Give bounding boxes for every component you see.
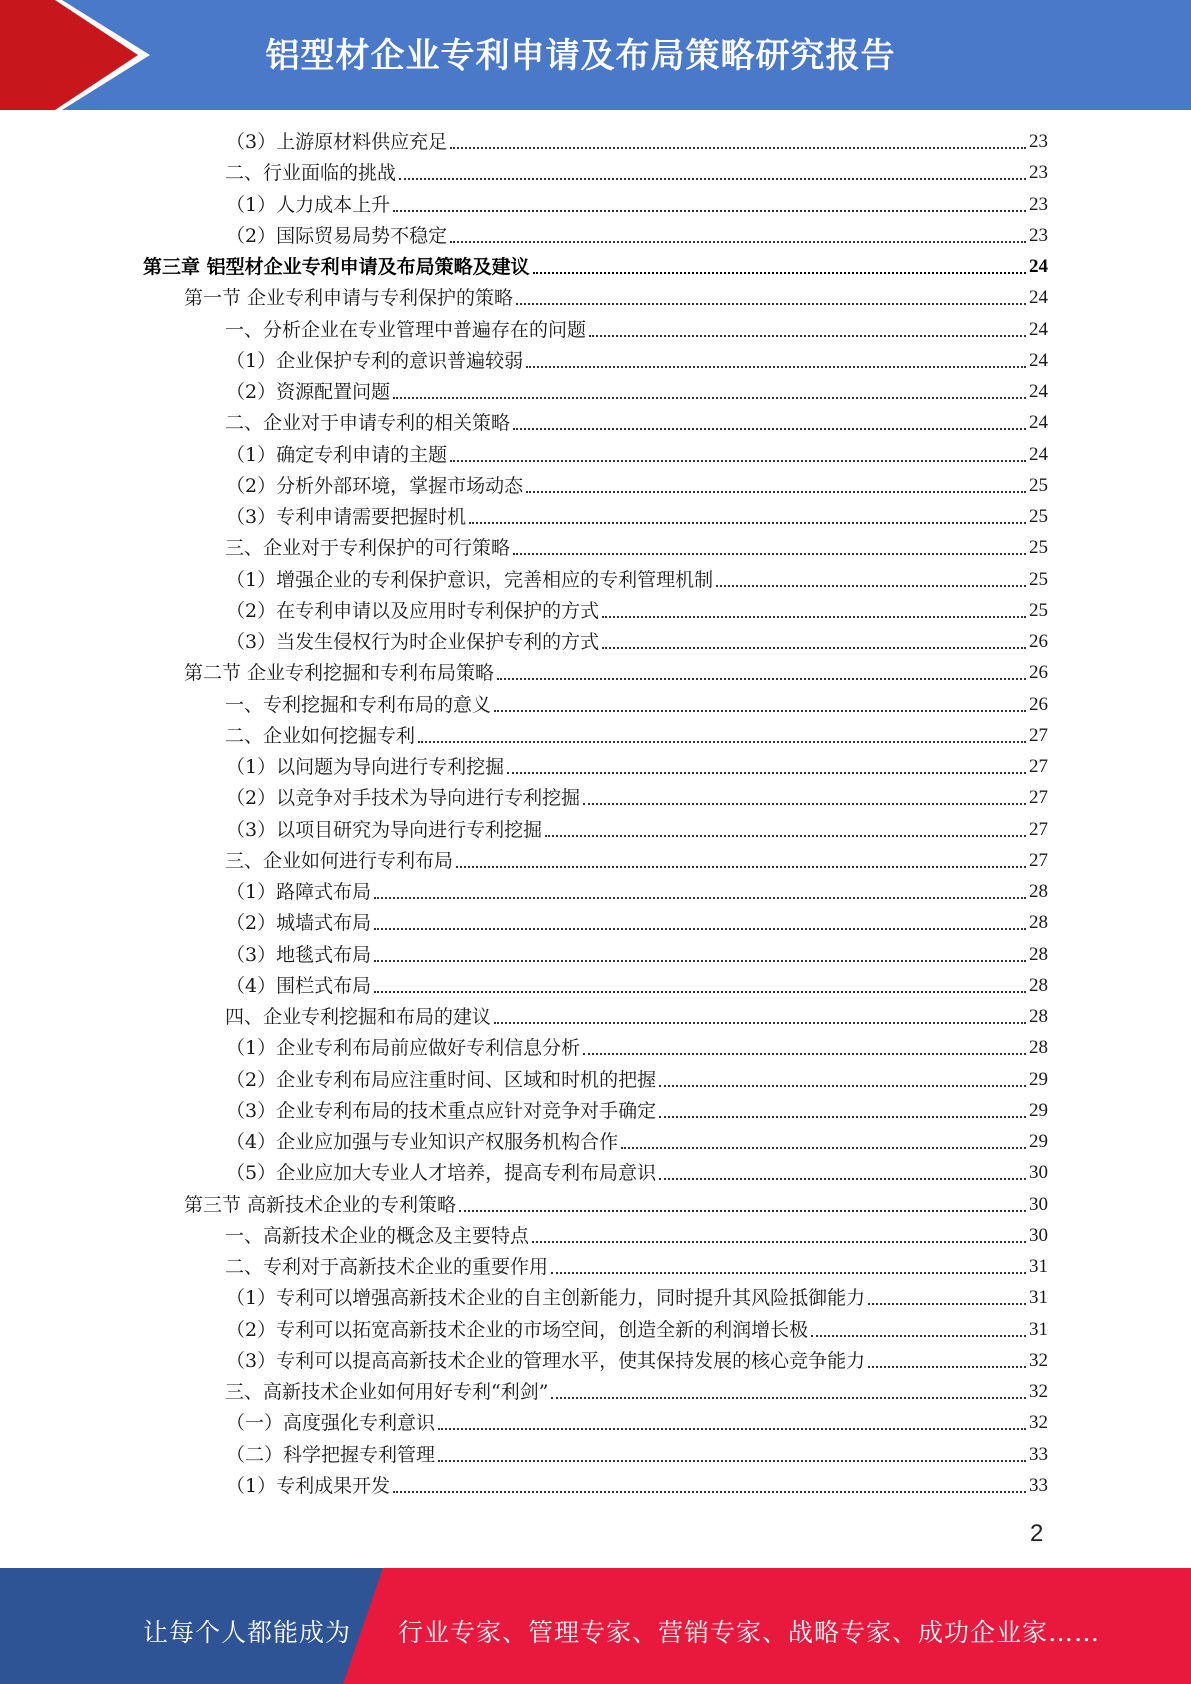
toc-entry-title: （4）企业应加强与专业知识产权服务机构合作: [226, 1131, 619, 1153]
toc-entry-title: （1）企业保护专利的意识普遍较弱: [226, 350, 524, 372]
toc-entry-title: 第二节 企业专利挖掘和专利布局策略: [184, 662, 495, 684]
toc-entry-title: 一、高新技术企业的概念及主要特点: [225, 1225, 530, 1247]
toc-entry-title: （3）专利可以提高高新技术企业的管理水平，使其保持发展的核心竞争能力: [226, 1350, 866, 1372]
toc-dot-leader: [811, 1335, 1026, 1337]
toc-entry[interactable]: [226, 1470, 1048, 1500]
toc-entry-page: 25: [1029, 569, 1048, 590]
toc-entry-title: （2）城墙式布局: [226, 912, 372, 934]
toc-entry-page: 31: [1029, 1256, 1048, 1277]
toc-entry[interactable]: [226, 876, 1048, 906]
toc-entry[interactable]: [226, 376, 1048, 406]
toc-dot-leader: [545, 835, 1026, 837]
toc-entry[interactable]: [143, 251, 1048, 281]
toc-entry-page: 28: [1029, 975, 1048, 996]
toc-entry-title: 一、分析企业在专业管理中普遍存在的问题: [225, 319, 587, 341]
toc-entry-title: 三、企业如何进行专利布局: [225, 850, 454, 872]
toc-entry-title: （1）人力成本上升: [226, 194, 391, 216]
toc-dot-leader: [868, 1303, 1026, 1305]
toc-entry-page: 29: [1029, 1069, 1048, 1090]
toc-dot-leader: [602, 647, 1026, 649]
toc-entry[interactable]: [226, 1095, 1048, 1125]
toc-entry[interactable]: [184, 657, 1048, 687]
toc-entry[interactable]: [226, 782, 1048, 812]
page-header: [0, 0, 1191, 110]
toc-entry-title: （2）以竞争对手技术为导向进行专利挖掘: [226, 787, 581, 809]
page-footer: [0, 1568, 1191, 1684]
toc-dot-leader: [659, 1116, 1026, 1118]
toc-entry-page: 27: [1029, 850, 1048, 871]
toc-entry[interactable]: [226, 345, 1048, 375]
toc-entry-page: 24: [1029, 350, 1048, 371]
toc-entry-page: 29: [1029, 1131, 1048, 1152]
toc-entry[interactable]: [226, 220, 1048, 250]
red-chevron-icon: [0, 0, 150, 110]
toc-entry-title: （4）围栏式布局: [226, 975, 372, 997]
toc-entry-title: （1）确定专利申请的主题: [226, 444, 448, 466]
toc-entry[interactable]: [226, 439, 1048, 469]
toc-dot-leader: [469, 522, 1026, 524]
toc-entry-title: 四、企业专利挖掘和布局的建议: [225, 1006, 492, 1028]
toc-dot-leader: [393, 397, 1026, 399]
toc-entry-title: （1）专利成果开发: [226, 1475, 391, 1497]
toc-dot-leader: [533, 272, 1026, 274]
toc-entry[interactable]: [226, 1407, 1048, 1437]
toc-entry-page: 32: [1029, 1381, 1048, 1402]
toc-entry[interactable]: [226, 1157, 1048, 1187]
toc-entry[interactable]: [225, 689, 1048, 719]
toc-entry-page: 28: [1029, 912, 1048, 933]
toc-entry-page: 31: [1029, 1287, 1048, 1308]
toc-dot-leader: [399, 178, 1026, 180]
toc-entry-page: 25: [1029, 600, 1048, 621]
toc-entry-title: （1）路障式布局: [226, 881, 372, 903]
toc-entry-page: 30: [1029, 1194, 1048, 1215]
toc-dot-leader: [450, 460, 1026, 462]
toc-dot-leader: [526, 366, 1026, 368]
toc-entry-title: 一、专利挖掘和专利布局的意义: [225, 694, 492, 716]
toc-dot-leader: [868, 1366, 1026, 1368]
toc-entry-page: 25: [1029, 475, 1048, 496]
toc-dot-leader: [374, 960, 1026, 962]
toc-dot-leader: [374, 928, 1026, 930]
toc-dot-leader: [532, 1241, 1026, 1243]
toc-entry-title: （一）高度强化专利意识: [226, 1412, 436, 1434]
toc-entry-title: （1）专利可以增强高新技术企业的自主创新能力，同时提升其风险抵御能力: [226, 1287, 866, 1309]
toc-dot-leader: [393, 1491, 1026, 1493]
toc-entry-title: （3）上游原材料供应充足: [226, 131, 448, 153]
toc-entry-page: 26: [1029, 694, 1048, 715]
toc-entry-page: 27: [1029, 787, 1048, 808]
toc-entry-title: （3）企业专利布局的技术重点应针对竞争对手确定: [226, 1100, 657, 1122]
toc-dot-leader: [513, 428, 1026, 430]
toc-entry-page: 26: [1029, 662, 1048, 683]
report-title: 铝型材企业专利申请及布局策略研究报告: [265, 36, 896, 76]
toc-dot-leader: [551, 1272, 1026, 1274]
toc-dot-leader: [418, 741, 1026, 743]
toc-entry[interactable]: [226, 626, 1048, 656]
toc-entry[interactable]: [225, 1376, 1048, 1406]
toc-entry-title: （1）以问题为导向进行专利挖掘: [226, 756, 505, 778]
toc-entry-page: 24: [1029, 412, 1048, 433]
toc-entry[interactable]: [226, 501, 1048, 531]
toc-dot-leader: [516, 303, 1026, 305]
toc-entry-page: 27: [1029, 756, 1048, 777]
toc-dot-leader: [583, 803, 1026, 805]
toc-entry-title: （1）企业专利布局前应做好专利信息分析: [226, 1037, 581, 1059]
toc-dot-leader: [494, 710, 1026, 712]
toc-entry-title: 二、行业面临的挑战: [225, 162, 397, 184]
toc-entry-page: 33: [1029, 1444, 1048, 1465]
toc-dot-leader: [583, 1053, 1026, 1055]
toc-entry[interactable]: [225, 407, 1048, 437]
toc-entry-title: 第三节 高新技术企业的专利策略: [184, 1194, 457, 1216]
toc-dot-leader: [526, 491, 1026, 493]
toc-entry-page: 28: [1029, 881, 1048, 902]
toc-entry-title: （5）企业应加大专业人才培养，提高专利布局意识: [226, 1162, 657, 1184]
toc-entry[interactable]: [225, 532, 1048, 562]
toc-entry-title: （2）资源配置问题: [226, 381, 391, 403]
toc-entry[interactable]: [184, 1189, 1048, 1219]
toc-entry[interactable]: [226, 595, 1048, 625]
toc-entry-title: （2）国际贸易局势不稳定: [226, 225, 448, 247]
toc-entry-page: 23: [1029, 162, 1048, 183]
toc-entry-title: 二、专利对于高新技术企业的重要作用: [225, 1256, 549, 1278]
toc-dot-leader: [621, 1147, 1026, 1149]
toc-entry-title: （3）专利申请需要把握时机: [226, 506, 467, 528]
toc-dot-leader: [551, 1397, 1026, 1399]
toc-entry-page: 24: [1029, 287, 1048, 308]
toc-entry-title: 三、企业对于专利保护的可行策略: [225, 537, 511, 559]
toc-entry-title: 二、企业对于申请专利的相关策略: [225, 412, 511, 434]
toc-dot-leader: [459, 1210, 1026, 1212]
toc-entry-page: 23: [1029, 194, 1048, 215]
toc-entry-title: 三、高新技术企业如何用好专利“利剑”: [225, 1381, 549, 1403]
toc-dot-leader: [374, 991, 1026, 993]
toc-entry-page: 24: [1029, 444, 1048, 465]
toc-entry-page: 32: [1029, 1412, 1048, 1433]
toc-dot-leader: [602, 616, 1026, 618]
toc-entry-page: 25: [1029, 506, 1048, 527]
toc-entry-page: 33: [1029, 1475, 1048, 1496]
toc-dot-leader: [456, 866, 1026, 868]
toc-entry-title: （二）科学把握专利管理: [226, 1444, 436, 1466]
toc-dot-leader: [589, 335, 1026, 337]
toc-entry-page: 23: [1029, 131, 1048, 152]
toc-dot-leader: [659, 1178, 1026, 1180]
toc-entry-page: 27: [1029, 819, 1048, 840]
toc-entry[interactable]: [226, 1345, 1048, 1375]
toc-entry[interactable]: [226, 907, 1048, 937]
toc-entry-page: 24: [1029, 381, 1048, 402]
toc-entry-title: （3）当发生侵权行为时企业保护专利的方式: [226, 631, 600, 653]
page-number: 2: [1030, 1520, 1044, 1547]
toc-entry[interactable]: [184, 282, 1048, 312]
toc-entry[interactable]: [226, 189, 1048, 219]
toc-entry[interactable]: [226, 814, 1048, 844]
toc-entry[interactable]: [225, 1220, 1048, 1250]
toc-entry-page: 24: [1029, 256, 1048, 277]
toc-dot-leader: [497, 678, 1026, 680]
toc-dot-leader: [374, 897, 1026, 899]
toc-entry-page: 28: [1029, 1037, 1048, 1058]
toc-entry[interactable]: [226, 564, 1048, 594]
toc-entry[interactable]: [225, 314, 1048, 344]
toc-entry-page: 23: [1029, 225, 1048, 246]
toc-dot-leader: [513, 553, 1026, 555]
toc-dot-leader: [507, 772, 1026, 774]
toc-entry-title: （2）企业专利布局应注重时间、区域和时机的把握: [226, 1069, 657, 1091]
toc-entry-page: 32: [1029, 1350, 1048, 1371]
toc-entry-title: （3）以项目研究为导向进行专利挖掘: [226, 819, 543, 841]
toc-entry[interactable]: [226, 1282, 1048, 1312]
toc-entry[interactable]: [226, 1314, 1048, 1344]
toc-entry-title: 第一节 企业专利申请与专利保护的策略: [184, 287, 514, 309]
toc-entry-page: 25: [1029, 537, 1048, 558]
toc-entry[interactable]: [226, 970, 1048, 1000]
toc-entry[interactable]: [226, 751, 1048, 781]
footer-slogan-left: 让每个人都能成为: [143, 1618, 352, 1647]
toc-entry[interactable]: [226, 1126, 1048, 1156]
toc-entry-page: 28: [1029, 1006, 1048, 1027]
toc-entry-title: 第三章 铝型材企业专利申请及布局策略及建议: [143, 256, 530, 278]
toc-entry-title: （1）增强企业的专利保护意识，完善相应的专利管理机制: [226, 569, 714, 591]
toc-entry-page: 24: [1029, 319, 1048, 340]
toc-entry-page: 28: [1029, 944, 1048, 965]
toc-entry-page: 27: [1029, 725, 1048, 746]
toc-entry-page: 26: [1029, 631, 1048, 652]
toc-entry-page: 31: [1029, 1319, 1048, 1340]
toc-entry[interactable]: [225, 1001, 1048, 1031]
toc-entry[interactable]: [226, 939, 1048, 969]
toc-entry[interactable]: [225, 1251, 1048, 1281]
toc-entry[interactable]: [226, 1439, 1048, 1469]
toc-dot-leader: [716, 585, 1026, 587]
toc-dot-leader: [494, 1022, 1026, 1024]
toc-entry[interactable]: [225, 845, 1048, 875]
toc-entry-title: 二、企业如何挖掘专利: [225, 725, 416, 747]
toc-entry[interactable]: [226, 470, 1048, 500]
toc-entry-page: 30: [1029, 1225, 1048, 1246]
toc-entry-page: 30: [1029, 1162, 1048, 1183]
toc-entry-title: （2）在专利申请以及应用时专利保护的方式: [226, 600, 600, 622]
toc-entry[interactable]: [225, 157, 1048, 187]
toc-entry[interactable]: [226, 126, 1048, 156]
toc-dot-leader: [438, 1460, 1026, 1462]
toc-dot-leader: [450, 147, 1026, 149]
toc-entry-page: 29: [1029, 1100, 1048, 1121]
toc-dot-leader: [393, 210, 1026, 212]
toc-dot-leader: [659, 1085, 1026, 1087]
toc-entry-title: （3）地毯式布局: [226, 944, 372, 966]
footer-slogan-right: 行业专家、管理专家、营销专家、战略专家、成功企业家……: [398, 1618, 1101, 1647]
toc-entry-title: （2）专利可以拓宽高新技术企业的市场空间，创造全新的利润增长极: [226, 1319, 809, 1341]
toc-dot-leader: [438, 1428, 1026, 1430]
toc-entry-title: （2）分析外部环境，掌握市场动态: [226, 475, 524, 497]
toc-entry[interactable]: [226, 1032, 1048, 1062]
toc-entry[interactable]: [225, 720, 1048, 750]
toc-entry[interactable]: [226, 1064, 1048, 1094]
toc-dot-leader: [450, 241, 1026, 243]
